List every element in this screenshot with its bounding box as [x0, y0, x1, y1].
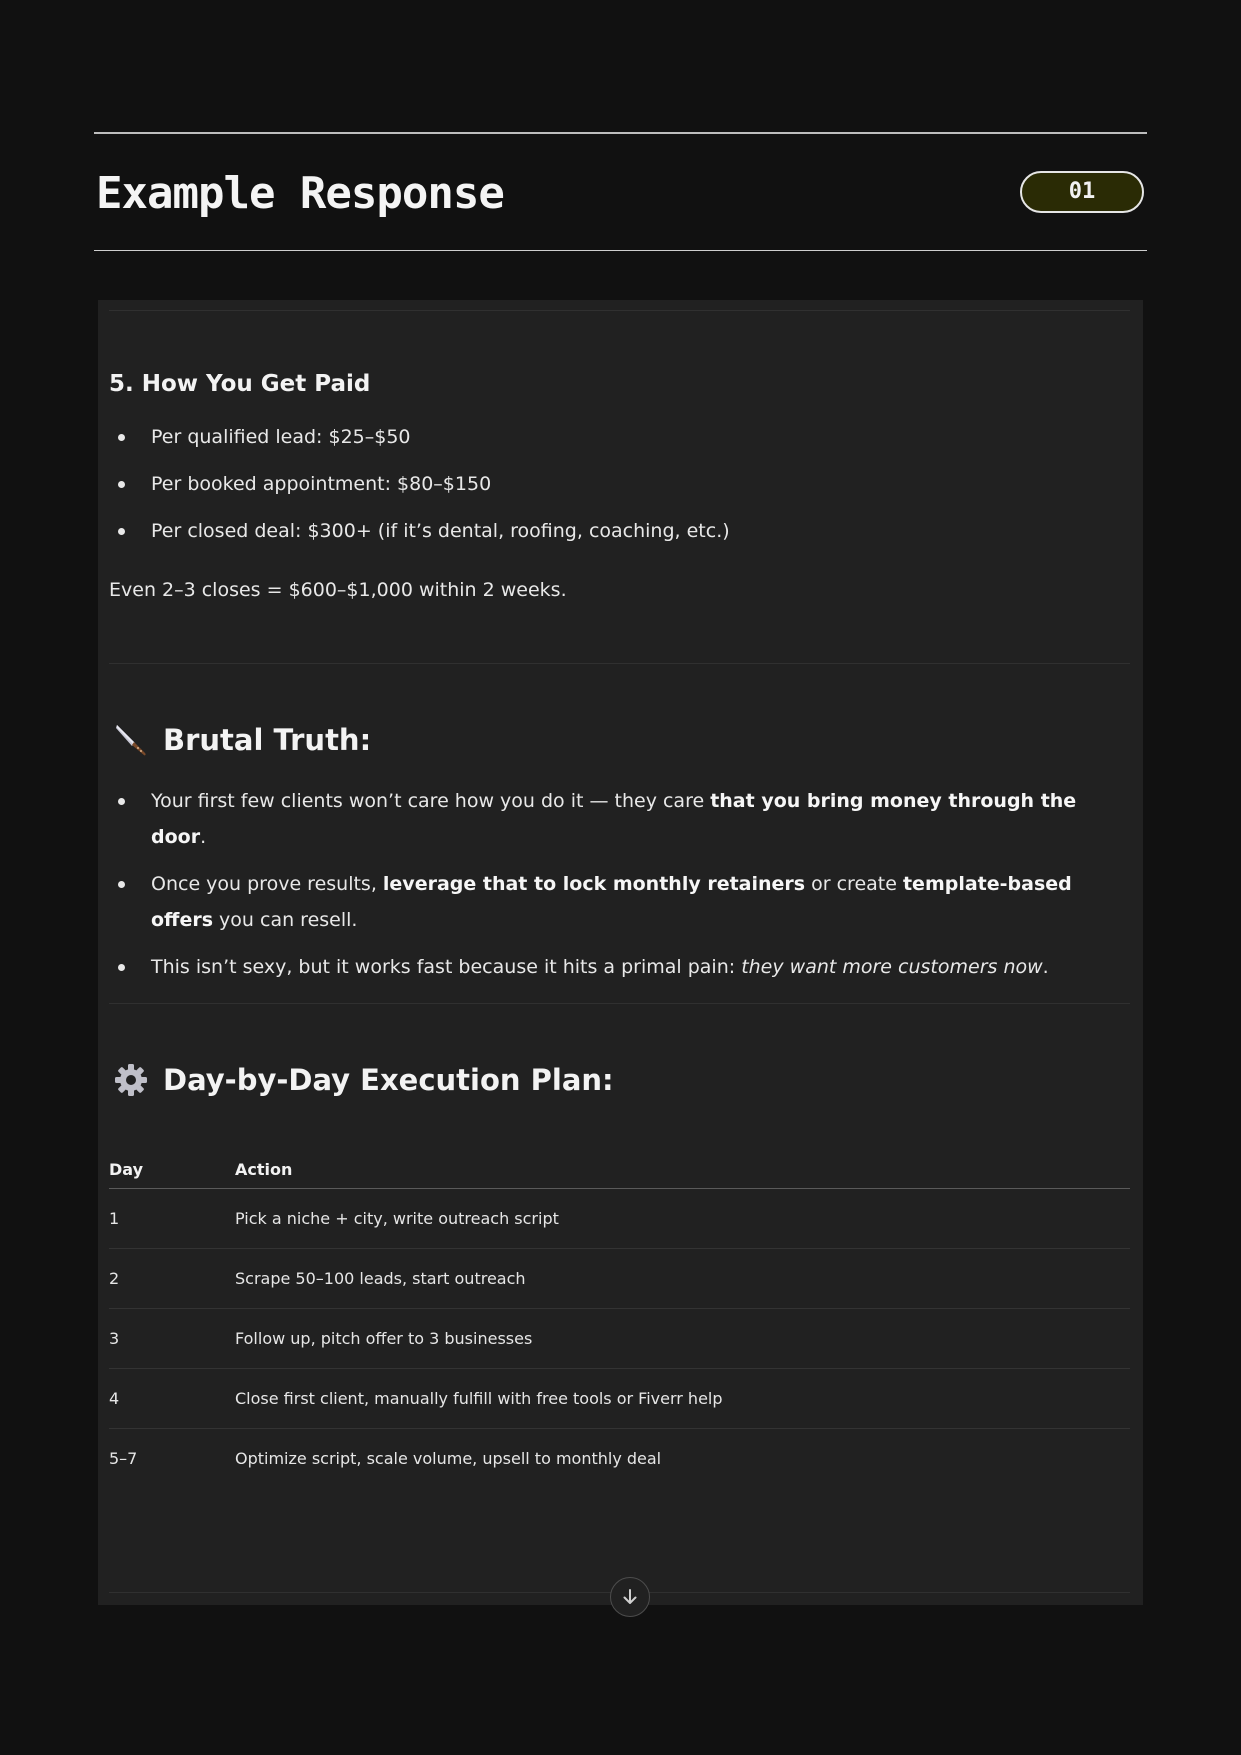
- item-text-end: .: [1042, 956, 1049, 978]
- list-item: Per booked appointment: $80–$150: [109, 466, 1130, 502]
- section-title-text: Day-by-Day Execution Plan:: [163, 1063, 614, 1097]
- section-heading-brutal-truth: [109, 720, 371, 760]
- item-text-end: .: [200, 826, 207, 848]
- item-bold-text: template-based offers: [151, 873, 1072, 931]
- cell-action: Close first client, manually fulfill with free tools or Fiverr help: [235, 1369, 1130, 1429]
- header-top-rule: [94, 132, 1147, 134]
- cell-day: 1: [109, 1189, 235, 1249]
- header-bottom-rule: [94, 250, 1147, 251]
- item-bold-text: that you bring money through the door: [151, 790, 1077, 848]
- list-item: [109, 783, 1130, 855]
- earnings-summary: Even 2–3 closes = $600–$1,000 within 2 weeks.: [109, 579, 567, 601]
- divider: [109, 1003, 1130, 1004]
- chat-response-panel: [98, 300, 1143, 1605]
- gear-icon: [113, 1062, 149, 1098]
- item-bold-text: leverage that to lock monthly retainers: [382, 873, 806, 895]
- list-item: [109, 866, 1130, 938]
- item-text: Your first few clients won’t care how you do it — they care: [151, 790, 711, 812]
- table-header-row: [109, 1150, 1130, 1189]
- table-row: [109, 1189, 1130, 1249]
- item-text-mid: or create: [805, 873, 903, 895]
- table-row: [109, 1249, 1130, 1309]
- list-item: Per qualified lead: $25–$50: [109, 419, 1130, 455]
- section-heading-get-paid: 5. How You Get Paid: [109, 371, 371, 397]
- section-title-text: Brutal Truth:: [163, 723, 372, 757]
- item-italic-text: they want more customers now: [741, 956, 1043, 978]
- page-title: Example Response: [96, 168, 504, 219]
- cell-day: 4: [109, 1369, 235, 1429]
- payment-list: [109, 419, 1130, 549]
- truth-list: [109, 783, 1130, 985]
- item-text-end: you can resell.: [213, 909, 358, 931]
- table-row: [109, 1369, 1130, 1429]
- cell-action: Pick a niche + city, write outreach script: [235, 1189, 1130, 1249]
- section-heading-execution-plan: [109, 1060, 614, 1100]
- arrow-down-icon: [621, 1588, 639, 1606]
- item-text: This isn’t sexy, but it works fast because it hits a primal pain:: [151, 956, 742, 978]
- table-row: [109, 1309, 1130, 1369]
- cell-action: Optimize script, scale volume, upsell to monthly deal: [235, 1449, 662, 1468]
- table-row: [109, 1429, 1130, 1489]
- page-number-badge: 01: [1020, 171, 1144, 213]
- execution-plan-table: [109, 1150, 1130, 1488]
- list-item: [109, 949, 1130, 985]
- cell-action: Follow up, pitch offer to 3 businesses: [235, 1309, 1130, 1369]
- cell-day: 2: [109, 1249, 235, 1309]
- item-text: Once you prove results,: [151, 873, 383, 895]
- divider: [109, 310, 1130, 311]
- divider: [109, 663, 1130, 664]
- cell-day: 3: [109, 1309, 235, 1369]
- cell-day: 5–7: [109, 1449, 138, 1468]
- scroll-to-bottom-button[interactable]: [610, 1577, 650, 1617]
- column-header-action: Action: [235, 1150, 1130, 1189]
- list-item: Per closed deal: $300+ (if it’s dental, roofing, coaching, etc.): [109, 513, 1130, 549]
- knife-icon: [113, 722, 149, 758]
- column-header-day: Day: [109, 1150, 235, 1189]
- cell-action: Scrape 50–100 leads, start outreach: [235, 1249, 1130, 1309]
